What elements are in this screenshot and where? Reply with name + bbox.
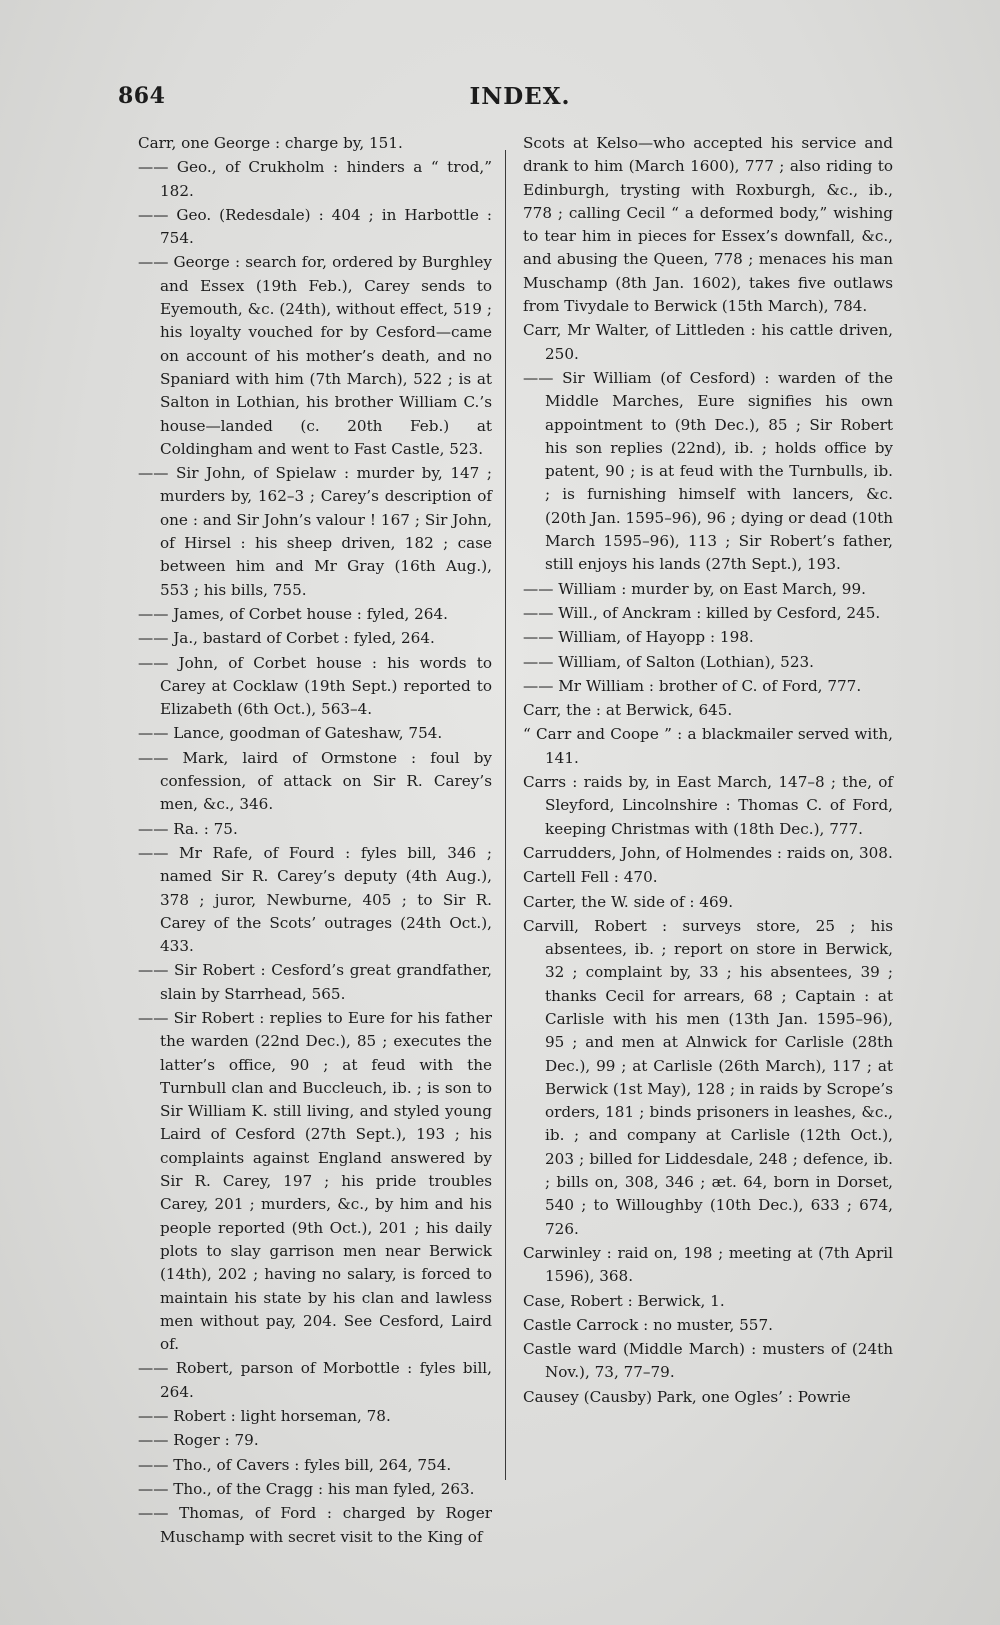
index-entry: —— Sir William (of Cesford) : warden of the Middle Marches, Eure signifies his own appointment to (9th Dec.), 85 ; Sir Robert his son replies (22nd), ib. ; holds office by patent, 90 ; is at feud with the Turnbulls, ib. ; is furnishing himself with lancers, &c. (20th Jan. 1595–96), 96 ; dying or dead (10th March 1595–96), 113 ; Sir Robert’s father, still enjoys his lands (27th Sept.), 193.	[523, 368, 893, 574]
index-entry: —— Robert : light horseman, 78.	[138, 1407, 391, 1426]
index-entry: —— Sir John, of Spielaw : murder by, 147 ; murders by, 162–3 ; Carey’s description of one : and Sir John’s valour ! 167 ; Sir John, of Hirsel : his sheep driven, 182 ; case between him and Mr Gray (16th Aug.), 553 ; his bills, 755.	[138, 464, 492, 599]
index-entry: Carvill, Robert : surveys store, 25 ; his absentees, ib. ; report on store in Berwick, 32 ; complaint by, 33 ; his absentees, 39 ; thanks Cecil for arrears, 68 ; Captain : at Carlisle with his men (13th Jan. 1595–96), 95 ; and men at Alnwick for Carlisle (28th Dec.), 99 ; at Carlisle (26th March), 117 ; at Berwick (1st May), 128 ; in raids by Scrope’s orders, 181 ; binds prisoners in leashes, &c., ib. ; and company at Carlisle (12th Oct.), 203 ; billed for Liddesdale, 248 ; defence, ib. ; bills on, 308, 346 ; æt. 64, born in Dorset, 540 ; to Willoughby (10th Dec.), 633 ; 674, 726.	[523, 916, 893, 1238]
index-entry: Castle Carrock : no muster, 557.	[523, 1315, 773, 1334]
index-entry: Carter, the W. side of : 469.	[523, 892, 734, 911]
left-column	[138, 132, 492, 1550]
index-entry: —— Geo. (Redesdale) : 404 ; in Harbottle : 754.	[138, 205, 492, 248]
index-entry: —— Will., of Anckram : killed by Cesford, 245.	[523, 603, 881, 622]
index-entry: Carr, Mr Walter, of Littleden : his cattle driven, 250.	[523, 321, 893, 363]
index-entry: —— Mr William : brother of C. of Ford, 777.	[523, 676, 862, 695]
index-entry: Carr, one George : charge by, 151.	[138, 134, 403, 152]
right-column	[523, 132, 893, 1410]
index-entry: —— William, of Salton (Lothian), 523.	[523, 652, 814, 671]
column-divider	[505, 150, 506, 1480]
index-entry: —— John, of Corbet house : his words to Carey at Cocklaw (19th Sept.) reported to Elizabeth (6th Oct.), 563–4.	[138, 653, 492, 719]
index-entry: —— Robert, parson of Morbottle : fyles bill, 264.	[138, 1359, 492, 1401]
index-entry: —— George : search for, ordered by Burghley and Essex (19th Feb.), Carey sends to Eyemouth, &c. (24th), without effect, 519 ; his loyalty vouched for by Cesford—came on account of his mother’s death, and no Spaniard with him (7th March), 522 ; is at Salton in Lothian, his brother William C.’s house—landed (c. 20th Feb.) at Coldingham and went to Fast Castle, 523.	[138, 253, 492, 458]
index-entry: Case, Robert : Berwick, 1.	[523, 1291, 725, 1310]
index-entry: Carrudders, John, of Holmendes : raids on, 308.	[523, 843, 893, 862]
running-head: INDEX.	[469, 83, 571, 110]
index-entry: —— Thomas, of Ford : charged by Roger Muschamp with secret visit to the King of	[138, 1504, 492, 1546]
index-entry: —— James, of Corbet house : fyled, 264.	[138, 604, 448, 623]
index-entry: —— Mr Rafe, of Fourd : fyles bill, 346 ; named Sir R. Carey’s deputy (4th Aug.), 378 ; juror, Newburne, 405 ; to Sir R. Carey of the Scots’ outrages (24th Oct.), 433.	[138, 843, 492, 956]
index-entry: —— Sir Robert : replies to Eure for his father the warden (22nd Dec.), 85 ; executes the latter’s office, 90 ; at feud with the Turnbull clan and Buccleuch, ib. ; is son to Sir William K. still living, and styled young Laird of Cesford (27th Sept.), 193 ; his complaints against England answered by Sir R. Carey, 197 ; his pride troubles Carey, 201 ; murders, &c., by him and his people reported (9th Oct.), 201 ; his daily plots to slay garrison men near Berwick (14th), 202 ; having no salary, is forced to maintain his state by his clan and lawless men without pay, 204. See Cesford, Laird of.	[138, 1008, 492, 1354]
index-entry: Carrs : raids by, in East March, 147–8 ; the, of Sleyford, Lincolnshire : Thomas C. of Ford, keeping Christmas with (18th Dec.), 777.	[523, 773, 893, 838]
index-entry: Cartell Fell : 470.	[523, 868, 658, 887]
index-entry: —— Tho., of Cavers : fyles bill, 264, 754.	[138, 1455, 452, 1474]
index-entry: —— Tho., of the Cragg : his man fyled, 263.	[138, 1479, 475, 1498]
index-entry: Carwinley : raid on, 198 ; meeting at (7th April 1596), 368.	[523, 1243, 893, 1286]
index-entry: Castle ward (Middle March) : musters of (24th Nov.), 73, 77–79.	[523, 1340, 893, 1382]
index-entry: —— William, of Hayopp : 198.	[523, 628, 754, 647]
index-entry: —— Sir Robert : Cesford’s great grandfather, slain by Starrhead, 565.	[138, 961, 492, 1003]
index-entry: —— Lance, goodman of Gateshaw, 754.	[138, 724, 443, 743]
index-entry: —— Ja., bastard of Corbet : fyled, 264.	[138, 629, 435, 648]
index-entry: —— Geo., of Crukholm : hinders a “ trod,” 182.	[138, 158, 492, 200]
index-entry: Causey (Causby) Park, one Ogles’ : Powrie	[523, 1387, 851, 1406]
index-entry: “ Carr and Coope ” : a blackmailer served with, 141.	[523, 725, 893, 767]
page-number: 864	[118, 83, 166, 109]
index-entry: —— William : murder by, on East March, 99.	[523, 579, 866, 598]
index-entry: —— Mark, laird of Ormstone : foul by confession, of attack on Sir R. Carey’s men, &c., 346.	[138, 748, 492, 814]
index-entry: —— Roger : 79.	[138, 1431, 259, 1450]
index-entry-continuation: Scots at Kelso—who accepted his service and drank to him (March 1600), 777 ; also riding to Edinburgh, trysting with Roxburgh, &c., ib., 778 ; calling Cecil “ a deformed body,” wishing to tear him in pieces for Essex’s downfall, &c., and abusing the Queen, 778 ; menaces his man Muschamp (8th Jan. 1602), takes five outlaws from Tivydale to Berwick (15th March), 784.	[523, 134, 893, 316]
index-entry: Carr, the : at Berwick, 645.	[523, 701, 733, 720]
index-entry: —— Ra. : 75.	[138, 819, 238, 838]
